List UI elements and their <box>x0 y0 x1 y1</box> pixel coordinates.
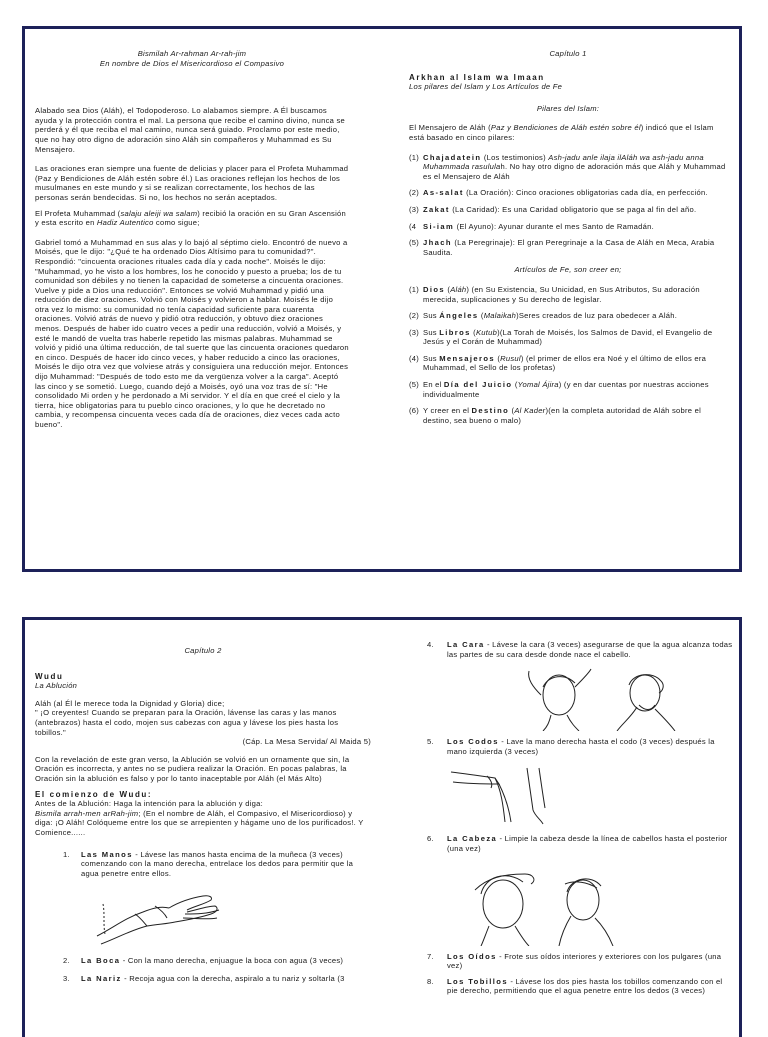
text: como sigue; <box>153 218 200 228</box>
step-number: 7. <box>427 951 434 961</box>
article-arabic-term: Yomal Ájira <box>517 380 559 390</box>
pillar-shahada: Ash-jadu anle ilaja ilAláh wa ash-jadu anna Muhammada rasulula <box>423 152 704 172</box>
step-number: 3. <box>63 973 70 983</box>
pillar-text-cont: h. No hay otro digno de adoración más que Aláh y Muhammad es el Mensajero de Aláh <box>423 162 726 181</box>
article-term: Día del Juicio <box>443 380 513 390</box>
article-item <box>409 311 727 321</box>
article-arabic-term: Kutub <box>475 327 498 337</box>
bismillah: Bismila arrah-men arRah-jim <box>35 808 139 818</box>
prayer-paragraph: Las oraciones eran siempre una fuente de delicias y placer para el Profeta Muhammad (Paz y Bendiciones de Aláh estén sobre él.) Las oraciones reflejan los hechos de los musulmanes en este mundo y si se realizan correctamente, los hechos de las personas serán bendecidas. Si no, los hechos no serán aceptados. <box>35 164 349 202</box>
text: El Mensajero de Aláh ( <box>409 123 491 133</box>
pillar-term: Si-iam <box>423 221 455 231</box>
article-mid: ( <box>509 406 515 416</box>
step-number: 1. <box>63 849 70 859</box>
hadith-name: Hadiz Autentico <box>96 218 154 228</box>
article-pre: Y creer en el <box>423 406 472 416</box>
step-text: - Recoja agua con la derecha, aspiralo a tu nariz y soltarla (3 <box>121 973 345 983</box>
pillar-term: Jhach <box>423 238 452 248</box>
item-number: (5) <box>409 238 420 248</box>
page2-right-column <box>427 640 735 1002</box>
page1-right-column <box>409 49 727 432</box>
article-text: )(en la completa autoridad de Aláh sobre el destino, sea bueno o malo) <box>423 406 702 425</box>
pillar-item <box>409 238 727 257</box>
honorific: salaju aleiji wa salam <box>120 208 198 218</box>
chapter-title: Arkhan al Islam wa Imaan <box>409 72 545 82</box>
article-text: )(La Torah de Moisés, los Salmos de David, el Evangelio de Jesús y el Corán de Muhammad) <box>423 327 713 347</box>
pillar-text: (El Ayuno): Ayunar durante el mes Santo de Ramadán. <box>454 221 654 231</box>
text: ) recibió la oración en su Gran Ascensión y esta escrito en <box>35 208 346 228</box>
article-arabic-term: Malaikah <box>483 311 517 321</box>
article-mid: ( <box>470 327 476 337</box>
text: ) indicó que el Islam está basado en cinco pilares: <box>409 123 714 142</box>
pillar-text: (La Oración): Cinco oraciones obligatorias cada día, en perfección. <box>463 188 708 198</box>
text: El Profeta Muhammad ( <box>35 208 121 218</box>
step-term: La Boca <box>81 956 121 966</box>
quran-quote: " ¡O creyentes! Cuando se preparan para la Oración, lávense las caras y las manos (antebrazos) hasta el codo, mojen sus cabezas con agua y lávese los pies hasta los tobillos." <box>35 708 339 737</box>
pillar-text: (La Peregrinaje): El gran Peregrinaje a la Casa de Aláh en Meca, Arabia Saudita. <box>423 238 715 257</box>
articles-list <box>409 285 727 426</box>
article-item <box>409 380 727 399</box>
step-term: Los Codos <box>447 737 499 747</box>
article-pre: Sus <box>423 327 440 337</box>
pillar-item <box>409 205 727 215</box>
pillars-heading: Pilares del Islam: <box>536 103 600 113</box>
article-term: Destino <box>471 406 510 416</box>
step-7 <box>427 952 735 971</box>
chapter-title: Wudu <box>35 671 64 681</box>
pillar-text: (Los testimonios) <box>481 152 549 162</box>
chapter-label: Capítulo 2 <box>184 646 222 655</box>
pillar-item <box>409 153 727 182</box>
step-term: La Nariz <box>81 973 122 983</box>
item-number: (1) <box>409 152 420 162</box>
item-number: (3) <box>409 204 420 214</box>
step-number: 5. <box>427 737 434 747</box>
item-number: (4 <box>409 221 417 231</box>
head-wiping-illustration <box>467 860 627 946</box>
item-number: (1) <box>409 284 420 294</box>
article-term: Mensajeros <box>439 353 495 363</box>
chapter-subtitle: Los pilares del Islam y Los Artículos de Fe <box>409 82 563 92</box>
article-item <box>409 406 727 425</box>
intro-paragraph: Alabado sea Dios (Aláh), el Todopoderoso. Lo alabamos siempre. A Él buscamos ayuda y la protección contra el mal. La persona que recibe el camino divino, nunca se perderá y él que reciba el mal camino, nunca será guiado. Proclamo por este medio, que no hay otro digno de adoración sino Aláh sin compañeros y Muhammad es Su Mensajero. <box>35 106 345 154</box>
article-arabic-term: Al Kader <box>514 406 546 416</box>
start-text <box>35 799 371 837</box>
quote-reference: (Cáp. La Mesa Servida/ Al Maida 5) <box>242 737 371 747</box>
article-term: Dios <box>423 284 446 294</box>
pillar-term: Zakat <box>423 204 450 214</box>
step-text: - Con la mano derecha, enjuague la boca con agua (3 veces) <box>120 956 344 966</box>
page-2 <box>22 617 742 1037</box>
step-1 <box>35 850 371 879</box>
step-8 <box>427 977 735 996</box>
step-text: - Lávese los dos pies hasta los tobillos comenzando con el pie derecho, permitiendo que el agua penetre entre los dedos (3 veces) <box>447 976 723 996</box>
item-number: (6) <box>409 406 420 416</box>
article-pre: Sus <box>423 353 440 363</box>
ascension-story: Gabriel tomó a Muhammad en sus alas y lo bajó al séptimo cielo. Encontró de nuevo a Moisés, que le dijo: "¿Qué te ha ordenado Dios Altísimo para tu comunidad?". Respondió: "cincuenta oraciones rituales cada día y cada noche". Moisés le dijo: "Muhammad, yo he visto a los hombres, los he conocido y puesto a prueba; los de tu comunidad son débiles y no tienen la capacidad de someterse a cincuenta oraciones. Vuelve y pide a Dios una reducción". Entonces se volvió Muhammad y pidió una reducción de diez oraciones. Volvió con Moisés y volvieron a hablar. Moisés le dijo otra vez lo mismo: su comunidad no tenía capacidad suficiente para cuarenta oraciones. Volvió atrás de nuevo y pidió otra reducción, y obtuvo diez oraciones menos. Después de haber ido cuatro veces a pedir una reducción, volvió a Moisés, y esté le mandó de vuelta tras haberle repetido las mismas palabras. Muhammad se volvió y pidió una última reducción, de tal suerte que las cincuenta oraciones quedaron en cinco. Después de hacer ido cinco veces, y haber reducido a cinco las oraciones, Moisés le dijo otra vez que volviese atrás y consiguiera una reducción mejor. Entonces dijo Muhammad: "Después de todo esto me da vergüenza volver a la carga". Aceptó las cinco y se sometió. Luego, cuando dejó a Moisés, oyó una voz tras de sí: "He consolidado Mi orden y he perdonado a Mi servidor. Y el día en que creé el cielo y la tierra, hice obligatorias para tu pueblo cinco oraciones, y lo que he decretado no cambia, y recompensa cincuenta veces cada día de oraciones, diez veces cada acto bueno". <box>35 237 349 429</box>
hands-washing-illustration <box>95 884 225 948</box>
step-5 <box>427 737 735 756</box>
chapter-subtitle: La Ablución <box>35 681 78 691</box>
article-item <box>409 354 727 373</box>
article-item <box>409 285 727 304</box>
step-text: - Limpie la cabeza desde la línea de cabellos hasta el posterior (una vez) <box>447 834 728 853</box>
step-term: La Cara <box>447 640 485 649</box>
article-text: ) (y en dar cuentas por nuestras acciones individualmente <box>423 380 709 399</box>
start-heading: El comienzo de Wudu: <box>35 789 153 799</box>
step-term: Los Tobillos <box>447 976 508 986</box>
article-item <box>409 328 727 347</box>
step-2 <box>35 956 371 966</box>
pillar-text: (La Caridad): Es una Caridad obligatorio que se paga al fin del año. <box>449 204 697 214</box>
text: ; (En el nombre de Aláh, el Compasivo, el Misericordioso) y diga: ¡O Aláh! Colóqueme entre los que se arrepienten y hágame uno de los purificados!. Y Comience...... <box>35 808 364 837</box>
step-4 <box>427 640 735 659</box>
pillars-intro <box>409 123 727 142</box>
chapter-label: Capítulo 1 <box>549 49 587 58</box>
step-6 <box>427 834 735 853</box>
article-arabic-term: Aláh <box>450 284 467 294</box>
item-number: (2) <box>409 188 420 198</box>
article-text: ) (el primer de ellos era Noé y el último de ellos era Muhammad, el Sello de los profetas) <box>423 353 707 373</box>
item-number: (5) <box>409 380 420 390</box>
ascension-paragraph <box>35 209 349 228</box>
basmala-translation: En nombre de Dios el Misericordioso el Compasivo <box>99 58 285 68</box>
pillar-term: As-salat <box>423 188 464 198</box>
article-term: Libros <box>439 327 471 337</box>
step-term: La Cabeza <box>447 834 498 844</box>
step-term: Los Oídos <box>447 951 497 961</box>
article-arabic-term: Rusul <box>500 353 521 363</box>
article-term: Ángeles <box>439 311 479 321</box>
articles-heading: Artículos de Fe, son creer en; <box>514 265 622 275</box>
text: Antes de la Ablución: Haga la intención para la ablución y diga: <box>35 799 263 809</box>
article-mid: ( <box>445 284 451 294</box>
face-washing-illustration <box>519 665 689 731</box>
article-mid: ( <box>495 353 501 363</box>
article-text: )Seres creados de luz para obedecer a Aláh. <box>516 311 678 321</box>
article-pre: En el <box>423 380 444 390</box>
pillars-list <box>409 153 727 258</box>
step-number: 8. <box>427 976 434 986</box>
step-number: 2. <box>63 956 70 966</box>
honorific: Paz y Bendiciones de Aláh estén sobre él <box>490 123 641 133</box>
step-text: - Lávese la cara (3 veces) asegurarse de que la agua alcanza todas las partes de su cara desde donde nace el cabello. <box>447 640 733 659</box>
page2-left-column <box>35 646 371 989</box>
item-number: (3) <box>409 327 420 337</box>
quote-intro: Aláh (al Él le merece toda la Dignidad y Gloria) dice; <box>35 698 225 708</box>
item-number: (2) <box>409 311 420 321</box>
step-term: Las Manos <box>81 849 133 859</box>
page-1 <box>22 26 742 572</box>
step-text: - Lávese las manos hasta encima de la muñeca (3 veces) comenzando con la mano derecha, entrelace los dedos para permitir que la agua penetre entre ellos. <box>81 849 354 878</box>
basmala: Bismilah Ar-rahman Ar-rah-jim <box>137 49 247 58</box>
step-number: 4. <box>427 640 434 649</box>
article-text: ) (en Su Existencia, Su Unicidad, en Sus Atributos, Su adoración merecida, suplicaciones y Su derecho de legislar. <box>423 284 700 304</box>
item-number: (4) <box>409 353 420 363</box>
step-3 <box>35 974 371 984</box>
elbow-washing-illustration <box>447 762 557 828</box>
step-text: - Frote sus oídos interiores y exteriores con los pulgares (una vez) <box>447 951 722 971</box>
ablution-paragraph: Con la revelación de este gran verso, la Ablución se volvió en un ornamente que sin, la Oración es incorrecta, y antes no se pudiera realizar la Oración. En pocas palabras, la Oración sin la ablución es falso y por lo tanto inaceptable por Aláh (el Más Alto) <box>35 754 350 783</box>
step-text: - Lave la mano derecha hasta el codo (3 veces) después la mano izquierda (3 veces) <box>447 737 715 756</box>
page1-left-column <box>35 49 349 436</box>
article-pre: Sus <box>423 311 440 321</box>
pillar-item <box>409 222 727 232</box>
article-mid: ( <box>478 311 484 321</box>
pillar-term: Chajadatein <box>423 152 482 162</box>
pillar-item <box>409 188 727 198</box>
article-mid: ( <box>512 380 518 390</box>
step-number: 6. <box>427 834 434 844</box>
